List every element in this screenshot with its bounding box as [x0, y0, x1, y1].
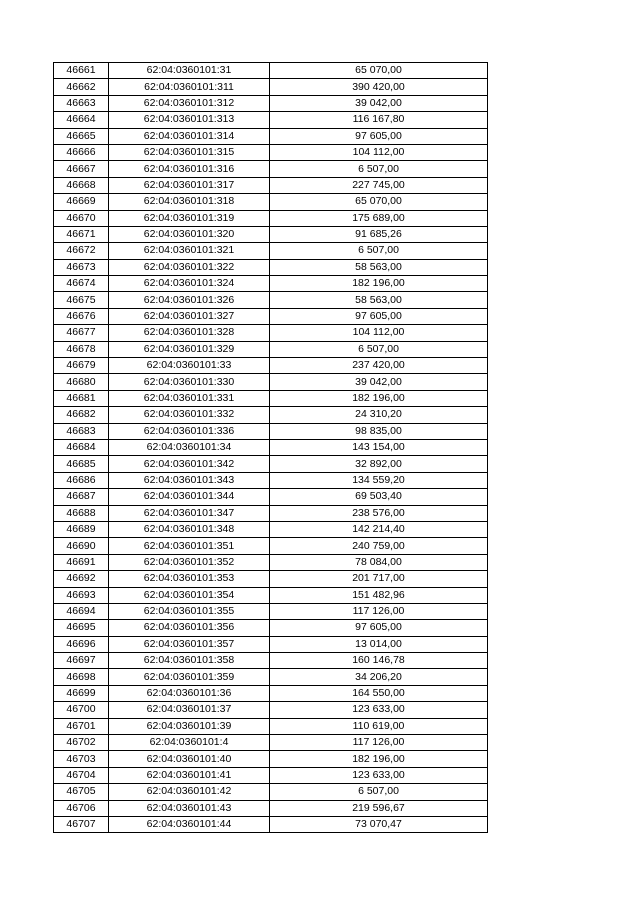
value-cell: 201 717,00: [270, 571, 488, 587]
cadastral-number-cell: 62:04:0360101:320: [109, 226, 270, 242]
row-number-cell: 46673: [54, 259, 109, 275]
cadastral-number-cell: 62:04:0360101:344: [109, 489, 270, 505]
value-cell: 65 070,00: [270, 194, 488, 210]
cadastral-number-cell: 62:04:0360101:351: [109, 538, 270, 554]
cadastral-number-cell: 62:04:0360101:311: [109, 79, 270, 95]
cadastral-number-cell: 62:04:0360101:331: [109, 390, 270, 406]
value-cell: 65 070,00: [270, 63, 488, 79]
table-row: [54, 636, 488, 652]
row-number-cell: 46697: [54, 653, 109, 669]
value-cell: 182 196,00: [270, 751, 488, 767]
row-number-cell: 46677: [54, 325, 109, 341]
table-row: [54, 112, 488, 128]
cadastral-number-cell: 62:04:0360101:328: [109, 325, 270, 341]
row-number-cell: 46698: [54, 669, 109, 685]
table-row: [54, 505, 488, 521]
cadastral-number-cell: 62:04:0360101:31: [109, 63, 270, 79]
row-number-cell: 46668: [54, 177, 109, 193]
cadastral-number-cell: 62:04:0360101:321: [109, 243, 270, 259]
cadastral-number-cell: 62:04:0360101:357: [109, 636, 270, 652]
value-cell: 175 689,00: [270, 210, 488, 226]
table-row: [54, 472, 488, 488]
row-number-cell: 46664: [54, 112, 109, 128]
table-row: [54, 800, 488, 816]
table-row: [54, 407, 488, 423]
value-cell: 160 146,78: [270, 653, 488, 669]
cadastral-number-cell: 62:04:0360101:34: [109, 439, 270, 455]
table-row: [54, 210, 488, 226]
row-number-cell: 46691: [54, 554, 109, 570]
document-page: [53, 62, 488, 833]
row-number-cell: 46695: [54, 620, 109, 636]
cadastral-number-cell: 62:04:0360101:348: [109, 521, 270, 537]
row-number-cell: 46683: [54, 423, 109, 439]
value-cell: 182 196,00: [270, 390, 488, 406]
cadastral-number-cell: 62:04:0360101:356: [109, 620, 270, 636]
value-cell: 227 745,00: [270, 177, 488, 193]
value-cell: 123 633,00: [270, 702, 488, 718]
table-row: [54, 308, 488, 324]
table-row: [54, 194, 488, 210]
table-row: [54, 767, 488, 783]
table-row: [54, 226, 488, 242]
cadastral-number-cell: 62:04:0360101:312: [109, 95, 270, 111]
table-row: [54, 620, 488, 636]
table-row: [54, 144, 488, 160]
table-row: [54, 259, 488, 275]
table-row: [54, 702, 488, 718]
cadastral-number-cell: 62:04:0360101:322: [109, 259, 270, 275]
table-row: [54, 358, 488, 374]
cadastral-number-cell: 62:04:0360101:332: [109, 407, 270, 423]
value-cell: 98 835,00: [270, 423, 488, 439]
cadastral-number-cell: 62:04:0360101:42: [109, 784, 270, 800]
cadastral-number-cell: 62:04:0360101:352: [109, 554, 270, 570]
value-cell: 104 112,00: [270, 144, 488, 160]
value-cell: 34 206,20: [270, 669, 488, 685]
value-cell: 110 619,00: [270, 718, 488, 734]
table-body: [54, 63, 488, 833]
row-number-cell: 46703: [54, 751, 109, 767]
cadastral-number-cell: 62:04:0360101:324: [109, 276, 270, 292]
table-row: [54, 79, 488, 95]
value-cell: 32 892,00: [270, 456, 488, 472]
value-cell: 73 070,47: [270, 816, 488, 832]
cadastral-number-cell: 62:04:0360101:359: [109, 669, 270, 685]
table-row: [54, 95, 488, 111]
value-cell: 134 559,20: [270, 472, 488, 488]
row-number-cell: 46692: [54, 571, 109, 587]
table-row: [54, 538, 488, 554]
row-number-cell: 46669: [54, 194, 109, 210]
value-cell: 117 126,00: [270, 735, 488, 751]
cadastral-number-cell: 62:04:0360101:330: [109, 374, 270, 390]
cadastral-number-cell: 62:04:0360101:41: [109, 767, 270, 783]
cadastral-number-cell: 62:04:0360101:336: [109, 423, 270, 439]
cadastral-number-cell: 62:04:0360101:353: [109, 571, 270, 587]
row-number-cell: 46694: [54, 603, 109, 619]
value-cell: 6 507,00: [270, 243, 488, 259]
cadastral-value-table: [53, 62, 488, 833]
table-row: [54, 177, 488, 193]
table-row: [54, 161, 488, 177]
table-row: [54, 439, 488, 455]
table-row: [54, 341, 488, 357]
row-number-cell: 46680: [54, 374, 109, 390]
row-number-cell: 46665: [54, 128, 109, 144]
row-number-cell: 46670: [54, 210, 109, 226]
row-number-cell: 46682: [54, 407, 109, 423]
row-number-cell: 46707: [54, 816, 109, 832]
value-cell: 238 576,00: [270, 505, 488, 521]
table-row: [54, 603, 488, 619]
table-row: [54, 128, 488, 144]
row-number-cell: 46678: [54, 341, 109, 357]
table-row: [54, 276, 488, 292]
cadastral-number-cell: 62:04:0360101:314: [109, 128, 270, 144]
value-cell: 237 420,00: [270, 358, 488, 374]
value-cell: 143 154,00: [270, 439, 488, 455]
value-cell: 116 167,80: [270, 112, 488, 128]
row-number-cell: 46679: [54, 358, 109, 374]
table-row: [54, 374, 488, 390]
value-cell: 39 042,00: [270, 95, 488, 111]
row-number-cell: 46702: [54, 735, 109, 751]
table-row: [54, 456, 488, 472]
row-number-cell: 46686: [54, 472, 109, 488]
value-cell: 78 084,00: [270, 554, 488, 570]
cadastral-number-cell: 62:04:0360101:326: [109, 292, 270, 308]
value-cell: 182 196,00: [270, 276, 488, 292]
row-number-cell: 46674: [54, 276, 109, 292]
value-cell: 58 563,00: [270, 259, 488, 275]
row-number-cell: 46704: [54, 767, 109, 783]
cadastral-number-cell: 62:04:0360101:342: [109, 456, 270, 472]
cadastral-number-cell: 62:04:0360101:39: [109, 718, 270, 734]
row-number-cell: 46696: [54, 636, 109, 652]
row-number-cell: 46672: [54, 243, 109, 259]
value-cell: 13 014,00: [270, 636, 488, 652]
cadastral-number-cell: 62:04:0360101:317: [109, 177, 270, 193]
table-row: [54, 571, 488, 587]
row-number-cell: 46663: [54, 95, 109, 111]
table-row: [54, 685, 488, 701]
cadastral-number-cell: 62:04:0360101:36: [109, 685, 270, 701]
cadastral-number-cell: 62:04:0360101:315: [109, 144, 270, 160]
cadastral-number-cell: 62:04:0360101:33: [109, 358, 270, 374]
row-number-cell: 46689: [54, 521, 109, 537]
table-row: [54, 423, 488, 439]
row-number-cell: 46705: [54, 784, 109, 800]
table-row: [54, 751, 488, 767]
value-cell: 240 759,00: [270, 538, 488, 554]
table-row: [54, 718, 488, 734]
table-row: [54, 669, 488, 685]
table-row: [54, 784, 488, 800]
value-cell: 123 633,00: [270, 767, 488, 783]
cadastral-number-cell: 62:04:0360101:329: [109, 341, 270, 357]
row-number-cell: 46700: [54, 702, 109, 718]
value-cell: 97 605,00: [270, 128, 488, 144]
cadastral-number-cell: 62:04:0360101:40: [109, 751, 270, 767]
cadastral-number-cell: 62:04:0360101:37: [109, 702, 270, 718]
row-number-cell: 46681: [54, 390, 109, 406]
table-row: [54, 390, 488, 406]
table-row: [54, 63, 488, 79]
table-row: [54, 292, 488, 308]
value-cell: 6 507,00: [270, 341, 488, 357]
row-number-cell: 46667: [54, 161, 109, 177]
row-number-cell: 46662: [54, 79, 109, 95]
row-number-cell: 46675: [54, 292, 109, 308]
table-row: [54, 243, 488, 259]
value-cell: 104 112,00: [270, 325, 488, 341]
table-row: [54, 489, 488, 505]
row-number-cell: 46701: [54, 718, 109, 734]
row-number-cell: 46699: [54, 685, 109, 701]
value-cell: 164 550,00: [270, 685, 488, 701]
value-cell: 58 563,00: [270, 292, 488, 308]
value-cell: 24 310,20: [270, 407, 488, 423]
value-cell: 39 042,00: [270, 374, 488, 390]
row-number-cell: 46661: [54, 63, 109, 79]
cadastral-number-cell: 62:04:0360101:318: [109, 194, 270, 210]
table-row: [54, 521, 488, 537]
cadastral-number-cell: 62:04:0360101:43: [109, 800, 270, 816]
cadastral-number-cell: 62:04:0360101:327: [109, 308, 270, 324]
cadastral-number-cell: 62:04:0360101:316: [109, 161, 270, 177]
row-number-cell: 46684: [54, 439, 109, 455]
table-row: [54, 325, 488, 341]
value-cell: 117 126,00: [270, 603, 488, 619]
row-number-cell: 46693: [54, 587, 109, 603]
row-number-cell: 46685: [54, 456, 109, 472]
value-cell: 219 596,67: [270, 800, 488, 816]
table-row: [54, 587, 488, 603]
cadastral-number-cell: 62:04:0360101:354: [109, 587, 270, 603]
value-cell: 151 482,96: [270, 587, 488, 603]
table-row: [54, 735, 488, 751]
cadastral-number-cell: 62:04:0360101:313: [109, 112, 270, 128]
cadastral-number-cell: 62:04:0360101:355: [109, 603, 270, 619]
value-cell: 97 605,00: [270, 308, 488, 324]
row-number-cell: 46688: [54, 505, 109, 521]
value-cell: 69 503,40: [270, 489, 488, 505]
row-number-cell: 46676: [54, 308, 109, 324]
row-number-cell: 46690: [54, 538, 109, 554]
value-cell: 6 507,00: [270, 161, 488, 177]
value-cell: 390 420,00: [270, 79, 488, 95]
table-row: [54, 554, 488, 570]
row-number-cell: 46706: [54, 800, 109, 816]
value-cell: 142 214,40: [270, 521, 488, 537]
cadastral-number-cell: 62:04:0360101:4: [109, 735, 270, 751]
value-cell: 91 685,26: [270, 226, 488, 242]
table-row: [54, 816, 488, 832]
cadastral-number-cell: 62:04:0360101:358: [109, 653, 270, 669]
cadastral-number-cell: 62:04:0360101:347: [109, 505, 270, 521]
cadastral-number-cell: 62:04:0360101:319: [109, 210, 270, 226]
cadastral-number-cell: 62:04:0360101:44: [109, 816, 270, 832]
row-number-cell: 46687: [54, 489, 109, 505]
row-number-cell: 46666: [54, 144, 109, 160]
value-cell: 97 605,00: [270, 620, 488, 636]
cadastral-number-cell: 62:04:0360101:343: [109, 472, 270, 488]
value-cell: 6 507,00: [270, 784, 488, 800]
table-row: [54, 653, 488, 669]
row-number-cell: 46671: [54, 226, 109, 242]
